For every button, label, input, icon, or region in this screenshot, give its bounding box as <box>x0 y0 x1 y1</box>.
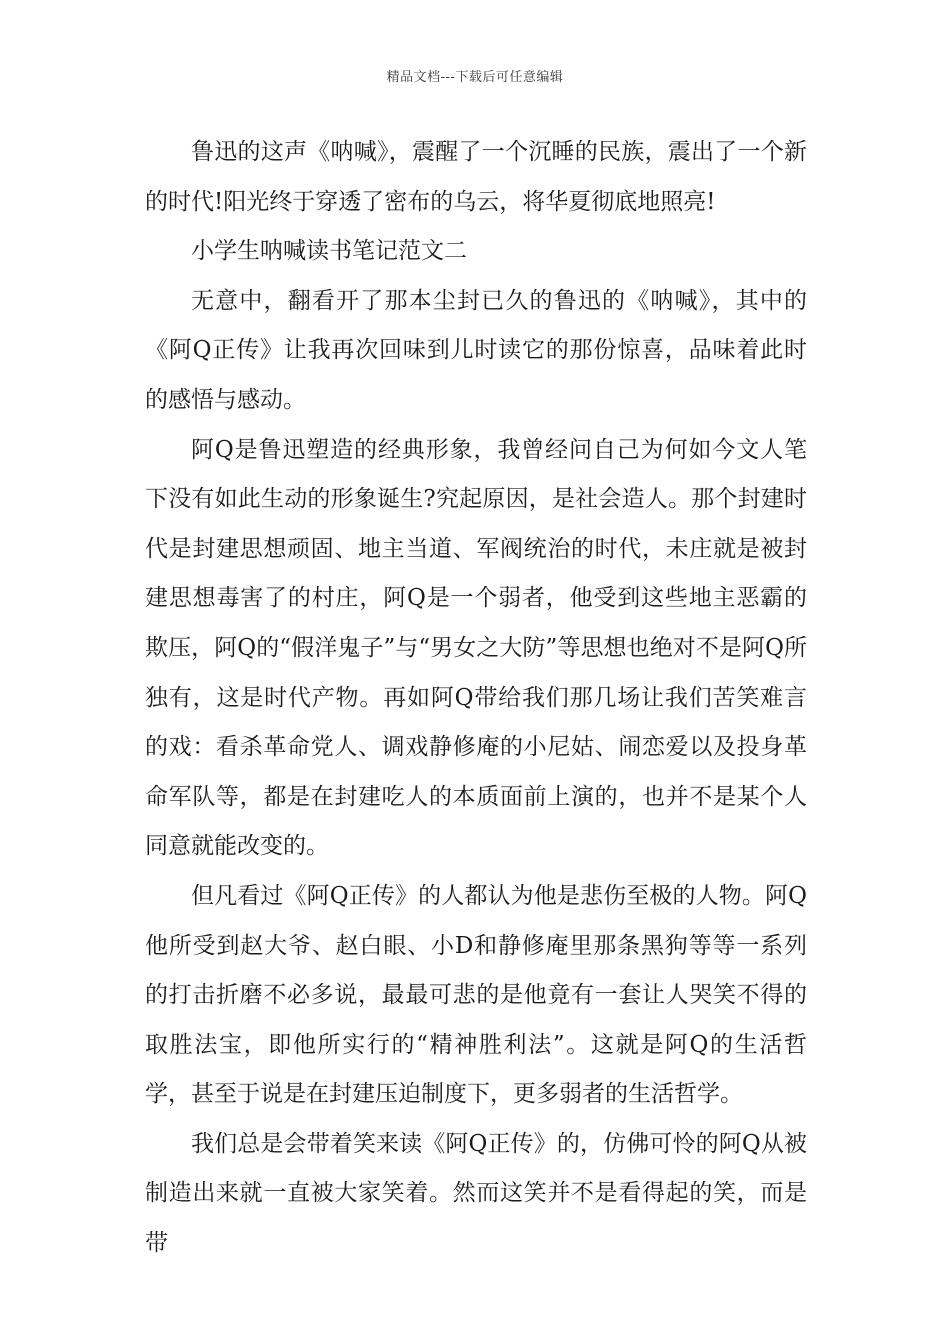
page-header: 精品文档---下载后可任意编辑 <box>386 70 564 85</box>
paragraph-ah-q-image: 阿Q是鲁迅塑造的经典形象，我曾经问自己为何如今文人笔下没有如此生动的形象诞生?究起原因，是社会造人。那个封建时代是封建思想顽固、地主当道、军阀统治的时代，未庄就是被封建思想毒害了的村庄，阿Q是一个弱者，他受到这些地主恶霸的欺压，阿Q的“假洋鬼子”与“男女之大防”等思想也绝对不是阿Q所独有，这是时代产物。再如阿Q带给我们那几场让我们苦笑难言的戏：看杀革命党人、调戏静修庵的小尼姑、闹恋爱以及投身革命军队等，都是在封建吃人的本质面前上演的，也并不是某个人同意就能改变的。 <box>145 436 807 860</box>
paragraph-intro: 无意中，翻看开了那本尘封已久的鲁迅的《呐喊》，其中的《阿Q正传》让我再次回味到儿时读它的那份惊喜，品味着此时的感悟与感动。 <box>145 287 807 413</box>
paragraph-conclusion: 鲁迅的这声《呐喊》，震醒了一个沉睡的民族，震出了一个新的时代!阳光终于穿透了密布的乌云，将华夏彻底地照亮! <box>145 139 807 215</box>
paragraph-spiritual-victory: 但凡看过《阿Q正传》的人都认为他是悲伤至极的人物。阿Q他所受到赵大爷、赵白眼、小D和静修庵里那条黑狗等等一系列的打击折磨不必多说，最最可悲的是他竟有一套让人哭笑不得的取胜法宝，即他所实行的“精神胜利法”。这就是阿Q的生活哲学，甚至于说是在封建压迫制度下，更多弱者的生活哲学。 <box>145 882 807 1108</box>
section-heading: 小学生呐喊读书笔记范文二 <box>191 238 467 265</box>
document-body <box>145 128 807 1269</box>
paragraph-laughter: 我们总是会带着笑来读《阿Q正传》的，仿佛可怜的阿Q从被制造出来就一直被大家笑着。然而这笑并不是看得起的笑，而是带 <box>145 1130 807 1257</box>
